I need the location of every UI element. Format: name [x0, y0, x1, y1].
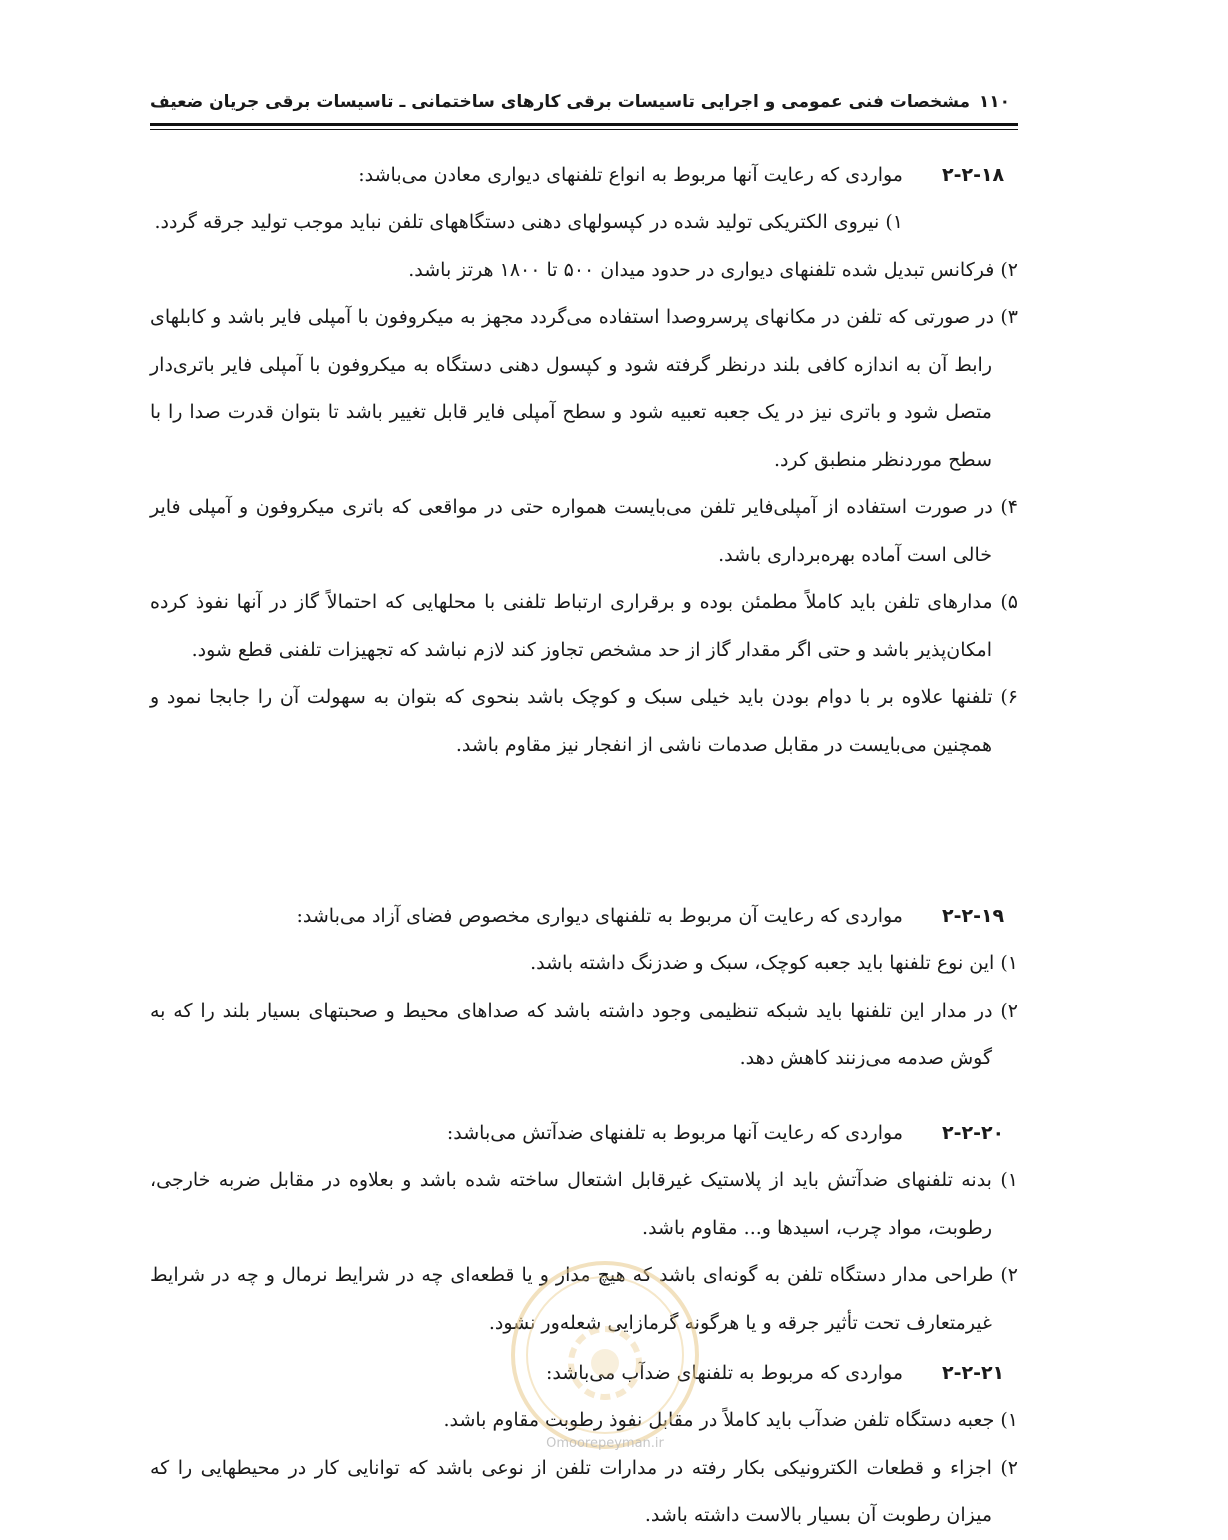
list-item: ۲) طراحی مدار دستگاه تلفن به گونه‌ای باشد که هیچ مدار و یا قطعه‌ای چه در شرایط نرمال و چه در شرایط غیرمتعارف تحت تأثیر جرقه و یا هرگونه گرمازایی شعله‌ور نشود.: [150, 1264, 1018, 1334]
list-item: ۱) نیروی الکتریکی تولید شده در کپسولهای دهنی دستگاههای تلفن نباید موجب تولید جرقه گردد.: [154, 211, 903, 233]
page-number: ۱۱۰: [978, 92, 1010, 112]
section-2-2-20: [150, 1110, 1018, 1347]
section-intro: مواردی که رعایت آنها مربوط به تلفنهای ضدآتش می‌باشد:: [446, 1122, 903, 1144]
list-item: ۱) بدنه تلفنهای ضدآتش باید از پلاستیک غیرقابل اشتعال ساخته شده باشد و بعلاوه در مقابل ضربه خارجی، رطوبت، مواد چرب، اسیدها و... مقاوم باشد.: [150, 1169, 1018, 1239]
running-title: مشخصات فنی عمومی و اجرایی تاسیسات برقی کارهای ساختمانی ـ تاسیسات برقی جریان ضعیف: [150, 92, 971, 112]
list-item: ۴) در صورت استفاده از آمپلی‌فایر تلفن می‌بایست همواره حتی در مواقعی که باتری میکروفون و آمپلی فایر خالی است آماده بهره‌برداری باشد.: [150, 496, 1018, 566]
section-intro: مواردی که رعایت آن مربوط به تلفنهای دیواری مخصوص فضای آزاد می‌باشد:: [296, 905, 903, 927]
list-item: ۱) این نوع تلفنها باید جعبه کوچک، سبک و ضدزنگ داشته باشد.: [530, 952, 1018, 974]
section-number: ۲-۲-۱۸: [942, 164, 1005, 186]
header-rule-thin: [150, 129, 1018, 130]
section-intro: مواردی که رعایت آنها مربوط به انواع تلفنهای دیواری معادن می‌باشد:: [358, 164, 903, 186]
watermark-text: Omoorepeyman.ir: [546, 1436, 664, 1451]
section-2-2-21: [150, 1350, 1018, 1540]
header-rule-thick: [150, 123, 1018, 126]
list-item: ۵) مدارهای تلفن باید کاملاً مطمئن بوده و برقراری ارتباط تلفنی با محلهایی که احتمالاً گاز در آنها نفوذ کرده امکان‌پذیر باشد و حتی اگر مقدار گاز از حد مشخص تجاوز کند لازم نباشد که تجهیزات تلفنی قطع شود.: [150, 591, 1018, 661]
section-number: ۲-۲-۱۹: [942, 905, 1005, 927]
list-item: ۲) فرکانس تبدیل شده تلفنهای دیواری در حدود میدان ۵۰۰ تا ۱۸۰۰ هرتز باشد.: [408, 258, 1018, 281]
list-item: ۱) جعبه دستگاه تلفن ضدآب باید کاملاً در مقابل نفوذ رطوبت مقاوم باشد.: [443, 1409, 1018, 1431]
page-header: [150, 92, 1018, 120]
section-number: ۲-۲-۲۱: [942, 1362, 1005, 1384]
section-intro: مواردی که مربوط به تلفنهای ضدآب می‌باشد:: [545, 1362, 903, 1384]
list-item: ۲) اجزاء و قطعات الکترونیکی بکار رفته در مدارات تلفن از نوعی باشد که توانایی کار در محیطهایی را که میزان رطوبت آن بسیار بالاست داشته باشد.: [150, 1456, 1018, 1526]
list-item: ۶) تلفنها علاوه بر با دوام بودن باید خیلی سبک و کوچک باشد بنحوی که بتوان به سهولت آن را جابجا نمود و همچنین می‌بایست در مقابل صدمات ناشی از انفجار نیز مقاوم باشد.: [150, 686, 1018, 756]
section-2-2-19: [150, 893, 1018, 1083]
list-item: ۲) در مدار این تلفنها باید شبکه تنظیمی وجود داشته باشد که صداهای محیط و صحبتهای بسیار بلند را که به گوش صدمه می‌زنند کاهش دهد.: [150, 999, 1018, 1069]
section-number: ۲-۲-۲۰: [942, 1122, 1005, 1144]
list-item: ۳) در صورتی که تلفن در مکانهای پرسروصدا استفاده می‌گردد مجهز به میکروفون با آمپلی فایر باشد و کابلهای رابط آن به اندازه کافی بلند درنظر گرفته شود و کپسول دهنی دستگاه به میکروفون با آمپلی فایر باتری‌دار متصل شود و باتری نیز در یک جعبه تعبیه شود و سطح آمپلی فایر قابل تغییر باشد تا بتوان قدرت صدا را با سطح موردنظر منطبق کرد.: [150, 306, 1018, 471]
section-2-2-18: [150, 152, 1018, 769]
